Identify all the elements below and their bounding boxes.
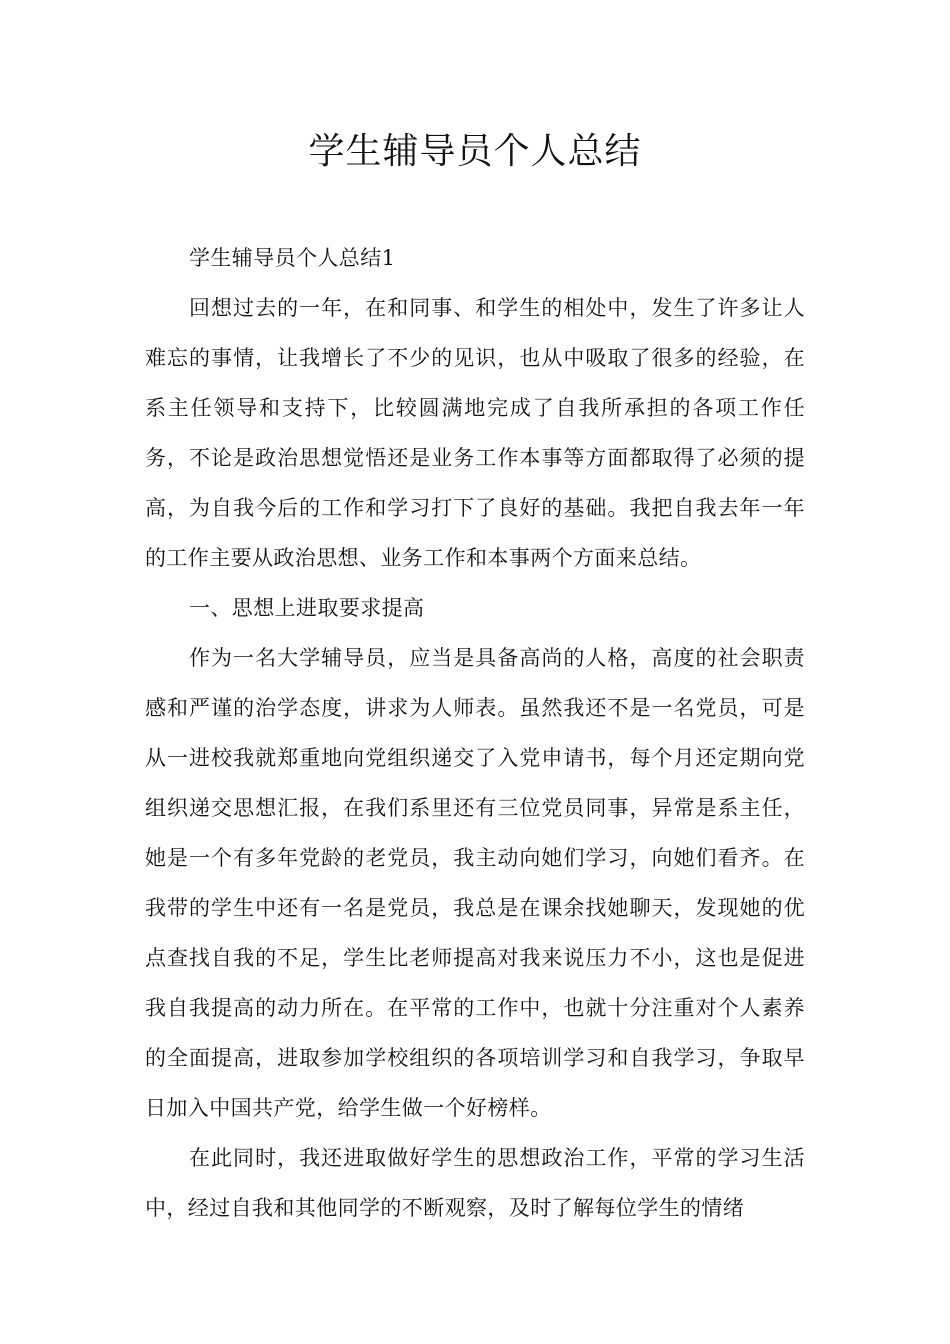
document-title: 学生辅导员个人总结 (308, 131, 642, 172)
subsection-heading: 一、思想上进取要求提高 (189, 596, 425, 620)
paragraph: 回想过去的一年，在和同事、和学生的相处中，发生了许多让人难忘的事情，让我增长了不少的见识，也从中吸取了很多的经验，在系主任领导和支持下，比较圆满地完成了自我所承担的各项工作任务，不论是政治思想觉悟还是业务工作本事等方面都取得了必须的提高，为自我今后的工作和学习打下了良好的基础。我把自我去年一年的工作主要从政治思想、业务工作和本事两个方面来总结。 (145, 296, 805, 570)
section-heading: 学生辅导员个人总结1 (189, 246, 396, 270)
paragraph: 在此同时，我还进取做好学生的思想政治工作，平常的学习生活中，经过自我和其他同学的不断观察，及时了解每位学生的情绪 (145, 1146, 805, 1220)
paragraph: 作为一名大学辅导员，应当是具备高尚的人格，高度的社会职责感和严谨的治学态度，讲求为人师表。虽然我还不是一名党员，可是从一进校我就郑重地向党组织递交了入党申请书，每个月还定期向党组织递交思想汇报，在我们系里还有三位党员同事，异常是系主任，她是一个有多年党龄的老党员，我主动向她们学习，向她们看齐。在我带的学生中还有一名是党员，我总是在课余找她聊天，发现她的优点查找自我的不足，学生比老师提高对我来说压力不小，这也是促进我自我提高的动力所在。在平常的工作中，也就十分注重对个人素养的全面提高，进取参加学校组织的各项培训学习和自我学习，争取早日加入中国共产党，给学生做一个好榜样。 (145, 646, 805, 1120)
document-body (145, 233, 805, 1233)
